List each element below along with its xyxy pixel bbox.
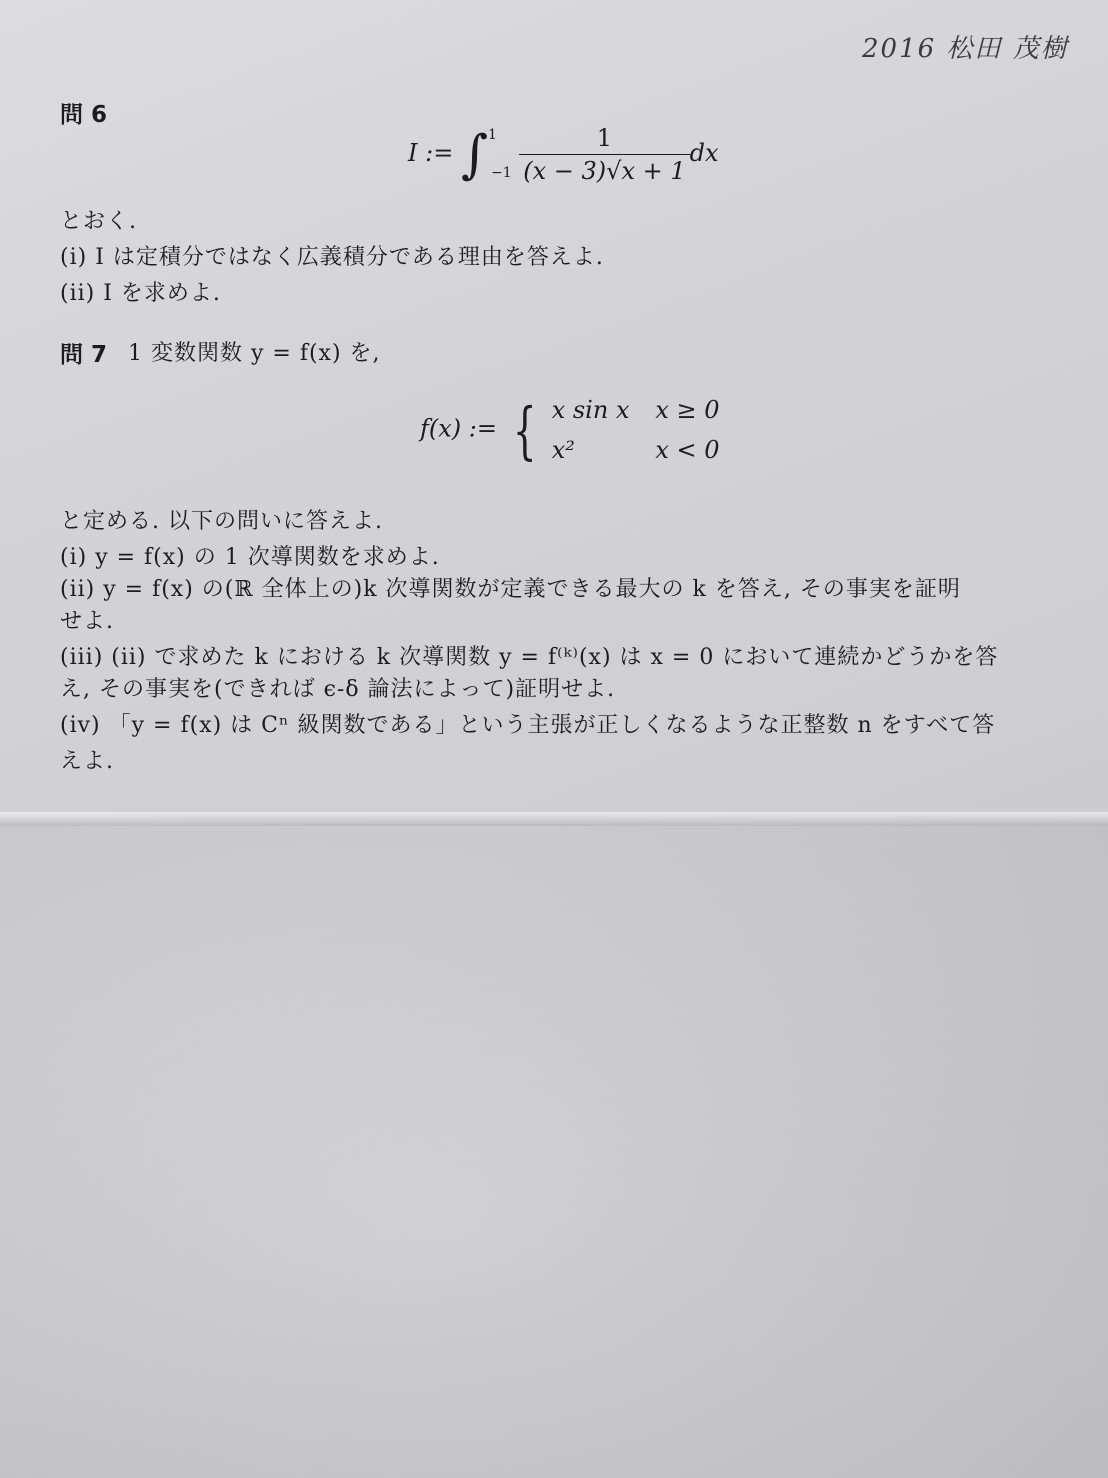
q6-integrand-numerator: 1 (519, 124, 689, 155)
q7-case1-expr: x sin x (551, 396, 630, 424)
q7-case-2 (552, 430, 720, 470)
q6-integral-lower: −1 (490, 165, 512, 181)
q7-line-iii-b: え, その事実を(できれば ϵ-δ 論法によって)証明せよ. (60, 677, 616, 702)
q6-lead: とおく. (60, 209, 137, 234)
q7-line-i: (i) y = f(x) の 1 次導関数を求めよ. (60, 545, 440, 570)
q7-line-ii-a: (ii) y = f(x) の(ℝ 全体上の)k 次導関数が定義できる最大の k を答え, その事実を証明 (60, 577, 961, 602)
q7-piecewise-definition (420, 390, 720, 470)
q7-heading: 問 7 (60, 342, 108, 368)
q7-line-iv-b: えよ. (60, 749, 114, 774)
paper-lower-half (0, 826, 1108, 1478)
q7-intro: 1 変数関数 y = f(x) を, (128, 341, 381, 366)
q6-integral-formula (408, 124, 719, 185)
q6-item-i: (i) I は定積分ではなく広義積分である理由を答えよ. (60, 245, 604, 270)
q6-integral-upper: 1 (488, 127, 497, 143)
q7-line-iv-a: (iv) 「y = f(x) は Cⁿ 級関数である」という主張が正しくなるような正整数 n をすべて答 (60, 713, 996, 738)
integral-sign-icon: ∫ (460, 124, 489, 185)
q6-integral-lhs: I := (408, 139, 454, 167)
q7-lead: と定める. 以下の問いに答えよ. (60, 509, 383, 534)
paper-fold-crease (0, 812, 1108, 826)
q7-def-lhs: f(x) := (420, 414, 497, 443)
q7-case1-cond: x ≥ 0 (655, 396, 720, 424)
q7-line-iii-a: (iii) (ii) で求めた k における k 次導関数 y = f⁽ᵏ⁾(x) は x = 0 において連続かどうかを答 (60, 645, 999, 670)
q7-line-ii-b: せよ. (60, 609, 114, 634)
q6-integrand-fraction (519, 124, 689, 185)
q7-case2-cond: x < 0 (655, 436, 720, 464)
q7-case2-expr: x² (551, 436, 575, 464)
q6-integrand-denominator: (x − 3)√x + 1 (523, 157, 686, 185)
q7-cases (552, 390, 720, 470)
q6-integral-dx: dx (689, 139, 719, 167)
q6-heading: 問 6 (60, 102, 108, 128)
handwritten-signature: 2016 松田 茂樹 (862, 34, 1069, 64)
left-brace-icon: { (512, 393, 537, 467)
q6-item-ii: (ii) I を求めよ. (60, 281, 221, 306)
q7-case-1 (552, 390, 720, 430)
